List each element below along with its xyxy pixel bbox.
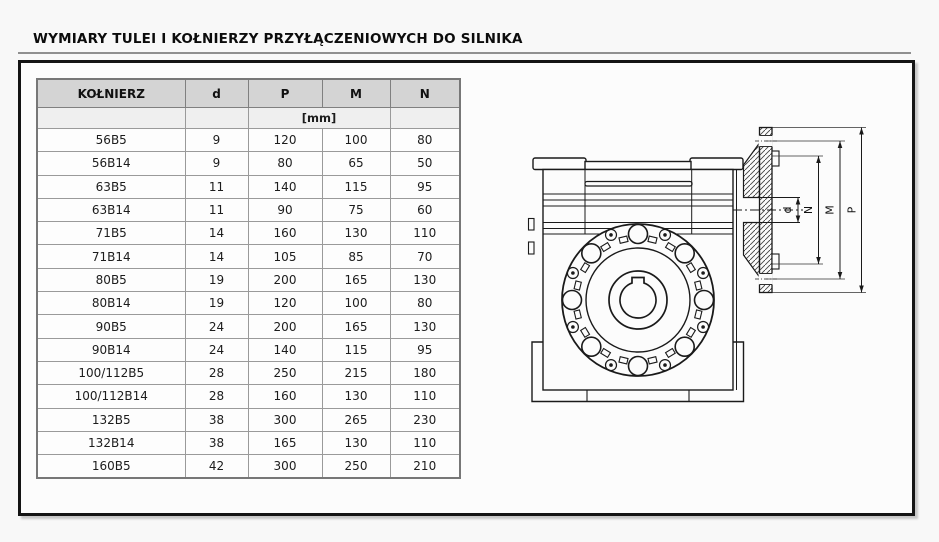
table-header-row: [37, 79, 460, 108]
table-cell: 63B14: [37, 198, 185, 221]
table-cell: 100: [322, 129, 390, 152]
table-cell: 160: [248, 222, 322, 245]
table-cell: 71B5: [37, 222, 185, 245]
table-cell: 80B5: [37, 268, 185, 291]
table-cell: 11: [185, 198, 248, 221]
table-cell: 38: [185, 408, 248, 431]
table-row: [37, 268, 460, 291]
table-cell: 210: [390, 455, 460, 479]
col-header-kolnierz: KOŁNIERZ: [37, 79, 185, 108]
table-cell: 11: [185, 175, 248, 198]
table-cell: 165: [322, 315, 390, 338]
page-title: WYMIARY TULEI I KOŁNIERZY PRZYŁĄCZENIOWYCH DO SILNIKA: [33, 31, 523, 47]
table-row: [37, 338, 460, 361]
table-cell: 38: [185, 431, 248, 454]
table-cell: 19: [185, 292, 248, 315]
table-row: [37, 361, 460, 384]
unit-cell-empty: [185, 108, 248, 129]
table-cell: 9: [185, 152, 248, 175]
col-header-n: N: [390, 79, 460, 108]
table-cell: 14: [185, 245, 248, 268]
table-cell: 130: [322, 431, 390, 454]
dim-label-n: N: [802, 205, 815, 215]
table-cell: 90B5: [37, 315, 185, 338]
table-cell: 180: [390, 361, 460, 384]
table-cell: 132B5: [37, 408, 185, 431]
table-cell: 120: [248, 129, 322, 152]
table-cell: 60: [390, 198, 460, 221]
table-cell: 80B14: [37, 292, 185, 315]
dimension-lines: [766, 128, 866, 293]
table-cell: 65: [322, 152, 390, 175]
table-cell: 100: [322, 292, 390, 315]
table-cell: 110: [390, 431, 460, 454]
table-cell: 132B14: [37, 431, 185, 454]
table-cell: 100/112B5: [37, 361, 185, 384]
table-cell: 95: [390, 338, 460, 361]
table-cell: 130: [390, 315, 460, 338]
table-row: [37, 175, 460, 198]
table-cell: 24: [185, 315, 248, 338]
table-cell: 90B14: [37, 338, 185, 361]
table-cell: 42: [185, 455, 248, 479]
table-cell: 250: [322, 455, 390, 479]
table-cell: 105: [248, 245, 322, 268]
dim-label-m: M: [823, 205, 837, 215]
table-cell: 200: [248, 268, 322, 291]
table-cell: 115: [322, 175, 390, 198]
unit-row: [37, 108, 460, 129]
unit-cell-empty: [37, 108, 185, 129]
table-cell: 9: [185, 129, 248, 152]
table-cell: 110: [390, 385, 460, 408]
table-cell: 300: [248, 408, 322, 431]
title-underline: [18, 52, 911, 54]
table-cell: 95: [390, 175, 460, 198]
table-row: [37, 245, 460, 268]
table-cell: 165: [248, 431, 322, 454]
flange-dimension-table: [36, 78, 461, 479]
col-header-d: d: [185, 79, 248, 108]
table-row: [37, 222, 460, 245]
table-cell: 130: [322, 222, 390, 245]
table-cell: 140: [248, 175, 322, 198]
dim-label-p: P: [845, 206, 859, 214]
table-cell: 100/112B14: [37, 385, 185, 408]
table-cell: 120: [248, 292, 322, 315]
table-row: [37, 198, 460, 221]
table-cell: 75: [322, 198, 390, 221]
unit-label: [mm]: [248, 108, 390, 129]
table-cell: 80: [390, 129, 460, 152]
table-row: [37, 315, 460, 338]
table-cell: 28: [185, 385, 248, 408]
table-cell: 14: [185, 222, 248, 245]
table-cell: 70: [390, 245, 460, 268]
table-cell: 115: [322, 338, 390, 361]
table-row: [37, 129, 460, 152]
table-cell: 80: [248, 152, 322, 175]
table-cell: 130: [322, 385, 390, 408]
table-cell: 215: [322, 361, 390, 384]
technical-drawing: [500, 90, 910, 420]
gearbox-front-view: [529, 158, 744, 402]
table-cell: 140: [248, 338, 322, 361]
table-row: [37, 431, 460, 454]
table-cell: 80: [390, 292, 460, 315]
table-cell: 130: [390, 268, 460, 291]
dim-label-d: d: [781, 206, 794, 214]
table-cell: 300: [248, 455, 322, 479]
table-row: [37, 292, 460, 315]
table-cell: 265: [322, 408, 390, 431]
table-row: [37, 455, 460, 479]
table-cell: 165: [322, 268, 390, 291]
table-cell: 63B5: [37, 175, 185, 198]
table-cell: 160: [248, 385, 322, 408]
unit-cell-empty: [390, 108, 460, 129]
table-row: [37, 385, 460, 408]
table-cell: 28: [185, 361, 248, 384]
table-cell: 24: [185, 338, 248, 361]
table-cell: 71B14: [37, 245, 185, 268]
table-cell: 19: [185, 268, 248, 291]
table-cell: 160B5: [37, 455, 185, 479]
table-cell: 56B14: [37, 152, 185, 175]
table-row: [37, 408, 460, 431]
table-row: [37, 152, 460, 175]
table-cell: 56B5: [37, 129, 185, 152]
table-cell: 110: [390, 222, 460, 245]
table-cell: 90: [248, 198, 322, 221]
col-header-p: P: [248, 79, 322, 108]
table-cell: 200: [248, 315, 322, 338]
table-cell: 85: [322, 245, 390, 268]
flange-table-body: [37, 129, 460, 479]
table-cell: 230: [390, 408, 460, 431]
col-header-m: M: [322, 79, 390, 108]
table-cell: 250: [248, 361, 322, 384]
table-cell: 50: [390, 152, 460, 175]
